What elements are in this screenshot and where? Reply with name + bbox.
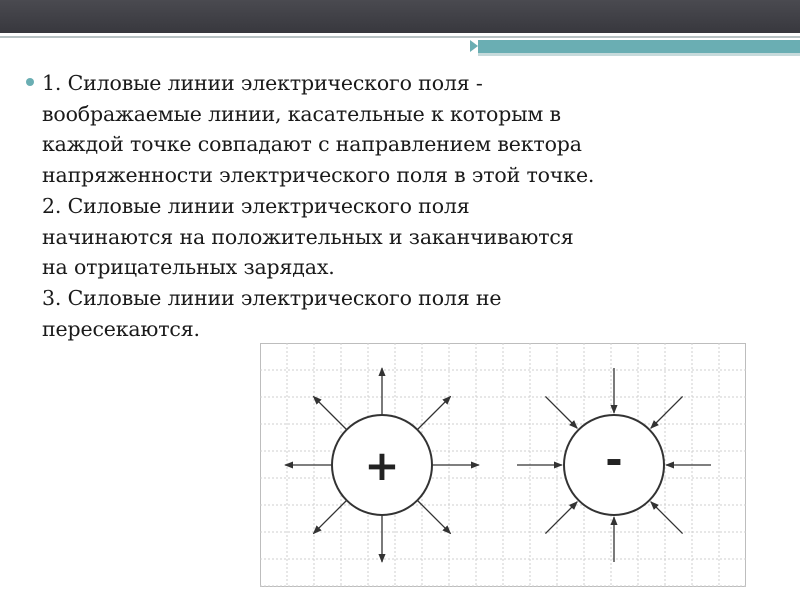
text-line: на отрицательных зарядах. [42, 255, 335, 280]
text-line: 1. Силовые линии электрического поля - [42, 71, 483, 95]
field-lines-diagram [260, 343, 746, 587]
accent-arrow [470, 40, 478, 52]
text-line: начинаются на положительных и заканчиваются [42, 224, 574, 249]
text-line: 3. Силовые линии электрического поля не [42, 285, 502, 310]
positive-sign: + [364, 441, 400, 490]
header-bar [0, 0, 800, 33]
bullet-dot [26, 78, 34, 86]
text-line: каждой точке совпадают с направлением вектора [42, 132, 582, 157]
accent-bar [478, 40, 800, 53]
text-line: 2. Силовые линии электрического поля [42, 193, 470, 218]
accent-bar-shadow [478, 53, 800, 56]
text-line: воображаемые линии, касательные к которым в [42, 101, 561, 126]
negative-sign: - [605, 435, 623, 484]
header-divider [0, 36, 800, 38]
text-line: напряженности электрического поля в этой точке. [42, 163, 595, 188]
text-line: пересекаются. [42, 316, 200, 341]
slide-body-text [42, 68, 792, 344]
